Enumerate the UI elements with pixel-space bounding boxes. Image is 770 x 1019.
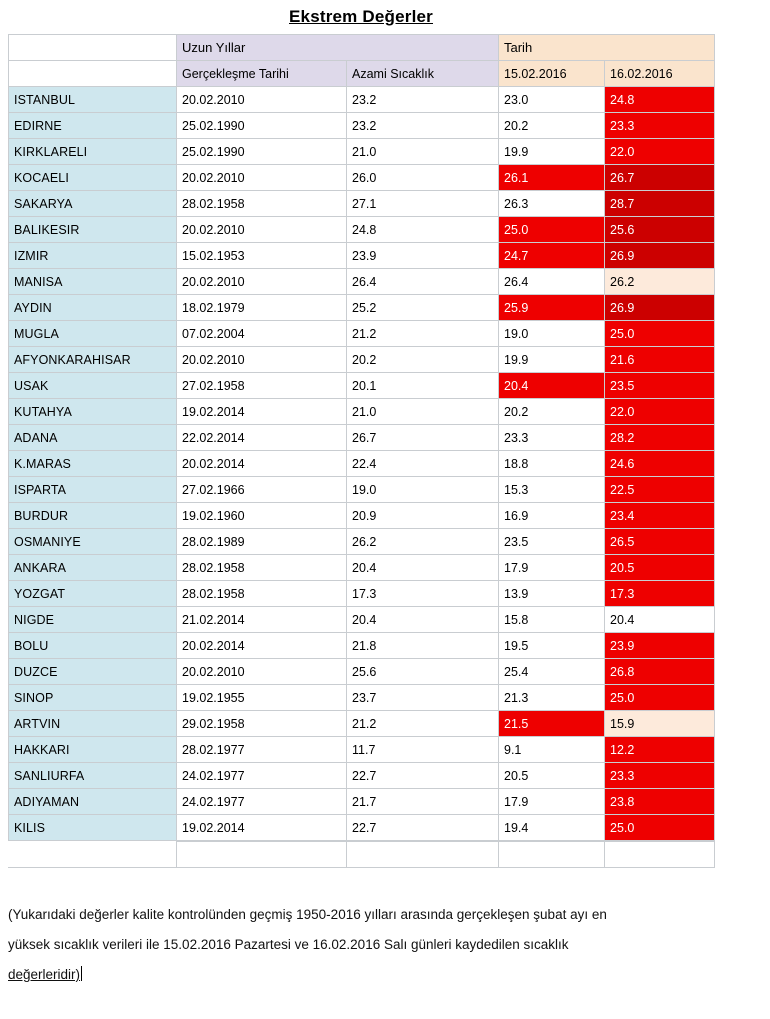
cell-max-temp: 26.0 xyxy=(347,165,499,191)
cell-temp-15-02-2016: 17.9 xyxy=(499,789,605,815)
table-body xyxy=(9,87,715,841)
cell-max-temp: 23.9 xyxy=(347,243,499,269)
cell-max-temp: 26.7 xyxy=(347,425,499,451)
table-row xyxy=(9,503,715,529)
cell-record-date: 19.02.2014 xyxy=(177,815,347,841)
cell-record-date: 07.02.2004 xyxy=(177,321,347,347)
table-row xyxy=(9,451,715,477)
cell-temp-16-02-2016: 24.6 xyxy=(605,451,715,477)
cell-temp-16-02-2016: 23.8 xyxy=(605,789,715,815)
cell-record-date: 29.02.1958 xyxy=(177,711,347,737)
cell-max-temp: 25.6 xyxy=(347,659,499,685)
cell-city: KILIS xyxy=(9,815,177,841)
cell-record-date: 28.02.1958 xyxy=(177,191,347,217)
cell-max-temp: 26.2 xyxy=(347,529,499,555)
cell-city: KOCAELI xyxy=(9,165,177,191)
page-title: Ekstrem Değerler xyxy=(289,7,433,26)
cell-max-temp: 22.7 xyxy=(347,763,499,789)
cell-max-temp: 25.2 xyxy=(347,295,499,321)
cell-city: NIGDE xyxy=(9,607,177,633)
cell-max-temp: 22.7 xyxy=(347,815,499,841)
cell-temp-16-02-2016: 23.4 xyxy=(605,503,715,529)
cell-max-temp: 21.2 xyxy=(347,711,499,737)
cell-city: USAK xyxy=(9,373,177,399)
header-group-uzun-yillar: Uzun Yıllar xyxy=(177,35,499,61)
table-row xyxy=(9,113,715,139)
cell-city: HAKKARI xyxy=(9,737,177,763)
cell-temp-15-02-2016: 23.5 xyxy=(499,529,605,555)
cell-temp-15-02-2016: 9.1 xyxy=(499,737,605,763)
tail-cell xyxy=(604,842,714,868)
cell-temp-16-02-2016: 20.5 xyxy=(605,555,715,581)
cell-max-temp: 26.4 xyxy=(347,269,499,295)
cell-temp-15-02-2016: 19.9 xyxy=(499,139,605,165)
cell-record-date: 19.02.1960 xyxy=(177,503,347,529)
table-row xyxy=(9,737,715,763)
cell-temp-16-02-2016: 22.0 xyxy=(605,139,715,165)
cell-max-temp: 20.9 xyxy=(347,503,499,529)
table-row xyxy=(9,373,715,399)
table-row xyxy=(9,139,715,165)
cell-temp-15-02-2016: 20.2 xyxy=(499,399,605,425)
cell-city: ISTANBUL xyxy=(9,87,177,113)
cell-max-temp: 21.2 xyxy=(347,321,499,347)
cell-record-date: 20.02.2014 xyxy=(177,451,347,477)
table-row xyxy=(9,165,715,191)
cell-city: ANKARA xyxy=(9,555,177,581)
cell-record-date: 28.02.1977 xyxy=(177,737,347,763)
header-date-15-02-2016: 15.02.2016 xyxy=(499,61,605,87)
cell-temp-16-02-2016: 23.5 xyxy=(605,373,715,399)
cell-temp-15-02-2016: 16.9 xyxy=(499,503,605,529)
cell-temp-16-02-2016: 24.8 xyxy=(605,87,715,113)
cell-city: MANISA xyxy=(9,269,177,295)
cell-temp-15-02-2016: 18.8 xyxy=(499,451,605,477)
column-header-row xyxy=(9,61,715,87)
header-date-16-02-2016: 16.02.2016 xyxy=(605,61,715,87)
table-row xyxy=(9,659,715,685)
footnote-line-3: değerleridir) xyxy=(8,967,81,982)
cell-temp-15-02-2016: 23.0 xyxy=(499,87,605,113)
cell-max-temp: 22.4 xyxy=(347,451,499,477)
tail-cell xyxy=(346,842,498,868)
cell-city: IZMIR xyxy=(9,243,177,269)
table-row xyxy=(9,607,715,633)
cell-max-temp: 20.4 xyxy=(347,555,499,581)
cell-city: K.MARAS xyxy=(9,451,177,477)
cell-temp-16-02-2016: 22.0 xyxy=(605,399,715,425)
cell-max-temp: 23.7 xyxy=(347,685,499,711)
cell-temp-16-02-2016: 26.9 xyxy=(605,243,715,269)
table-header xyxy=(9,35,715,87)
cell-record-date: 22.02.2014 xyxy=(177,425,347,451)
cell-record-date: 20.02.2010 xyxy=(177,347,347,373)
extremes-table xyxy=(8,34,715,841)
cell-temp-15-02-2016: 19.9 xyxy=(499,347,605,373)
cell-city: ARTVIN xyxy=(9,711,177,737)
cell-temp-16-02-2016: 26.2 xyxy=(605,269,715,295)
cell-record-date: 20.02.2010 xyxy=(177,217,347,243)
cell-city: MUGLA xyxy=(9,321,177,347)
cell-temp-16-02-2016: 26.5 xyxy=(605,529,715,555)
cell-city: EDIRNE xyxy=(9,113,177,139)
cell-city: DUZCE xyxy=(9,659,177,685)
cell-max-temp: 17.3 xyxy=(347,581,499,607)
cell-city: SANLIURFA xyxy=(9,763,177,789)
cell-record-date: 19.02.2014 xyxy=(177,399,347,425)
spreadsheet-area xyxy=(8,0,714,868)
cell-max-temp: 21.7 xyxy=(347,789,499,815)
text-cursor xyxy=(81,966,82,981)
table-tail xyxy=(8,841,715,868)
cell-max-temp: 23.2 xyxy=(347,113,499,139)
cell-city: ADANA xyxy=(9,425,177,451)
cell-record-date: 27.02.1966 xyxy=(177,477,347,503)
cell-temp-15-02-2016: 21.5 xyxy=(499,711,605,737)
tail-cell xyxy=(498,842,604,868)
cell-record-date: 15.02.1953 xyxy=(177,243,347,269)
cell-temp-16-02-2016: 15.9 xyxy=(605,711,715,737)
cell-temp-16-02-2016: 22.5 xyxy=(605,477,715,503)
cell-temp-16-02-2016: 23.3 xyxy=(605,763,715,789)
cell-temp-16-02-2016: 20.4 xyxy=(605,607,715,633)
footnote xyxy=(8,900,728,990)
cell-record-date: 25.02.1990 xyxy=(177,139,347,165)
table-row xyxy=(9,217,715,243)
table-row xyxy=(9,399,715,425)
cell-max-temp: 20.4 xyxy=(347,607,499,633)
table-row xyxy=(9,685,715,711)
table-tail-row xyxy=(8,842,714,868)
cell-city: SINOP xyxy=(9,685,177,711)
footnote-line-2: yüksek sıcaklık verileri ile 15.02.2016 Pazartesi ve 16.02.2016 Salı günleri kaydedilen sıcaklık xyxy=(8,937,569,952)
cell-temp-15-02-2016: 15.3 xyxy=(499,477,605,503)
footnote-line-1: (Yukarıdaki değerler kalite kontrolünden geçmiş 1950-2016 yılları arasında gerçekleşen şubat ayı en xyxy=(8,907,607,922)
header-blank-corner xyxy=(9,35,177,61)
cell-city: ISPARTA xyxy=(9,477,177,503)
header-azami-sicaklik: Azami Sıcaklık xyxy=(347,61,499,87)
cell-temp-16-02-2016: 21.6 xyxy=(605,347,715,373)
cell-city: AYDIN xyxy=(9,295,177,321)
cell-city: AFYONKARAHISAR xyxy=(9,347,177,373)
cell-temp-15-02-2016: 25.9 xyxy=(499,295,605,321)
cell-temp-15-02-2016: 26.4 xyxy=(499,269,605,295)
cell-max-temp: 21.8 xyxy=(347,633,499,659)
table-row xyxy=(9,87,715,113)
cell-record-date: 20.02.2010 xyxy=(177,269,347,295)
cell-record-date: 25.02.1990 xyxy=(177,113,347,139)
title-row xyxy=(8,0,714,34)
table-row xyxy=(9,633,715,659)
table-row xyxy=(9,269,715,295)
cell-temp-16-02-2016: 28.2 xyxy=(605,425,715,451)
cell-temp-16-02-2016: 25.0 xyxy=(605,321,715,347)
cell-temp-15-02-2016: 25.4 xyxy=(499,659,605,685)
cell-max-temp: 11.7 xyxy=(347,737,499,763)
table-row xyxy=(9,425,715,451)
cell-record-date: 20.02.2010 xyxy=(177,87,347,113)
cell-record-date: 28.02.1958 xyxy=(177,555,347,581)
cell-city: OSMANIYE xyxy=(9,529,177,555)
table-row xyxy=(9,789,715,815)
cell-temp-16-02-2016: 25.0 xyxy=(605,685,715,711)
cell-temp-15-02-2016: 19.4 xyxy=(499,815,605,841)
cell-city: BALIKESIR xyxy=(9,217,177,243)
cell-temp-15-02-2016: 24.7 xyxy=(499,243,605,269)
tail-cell xyxy=(176,842,346,868)
cell-temp-15-02-2016: 26.3 xyxy=(499,191,605,217)
table-row xyxy=(9,477,715,503)
cell-record-date: 20.02.2014 xyxy=(177,633,347,659)
cell-temp-16-02-2016: 26.8 xyxy=(605,659,715,685)
cell-temp-16-02-2016: 26.7 xyxy=(605,165,715,191)
header-gerceklesme-tarihi: Gerçekleşme Tarihi xyxy=(177,61,347,87)
cell-max-temp: 21.0 xyxy=(347,399,499,425)
cell-max-temp: 20.1 xyxy=(347,373,499,399)
cell-city: YOZGAT xyxy=(9,581,177,607)
table-row xyxy=(9,191,715,217)
cell-record-date: 20.02.2010 xyxy=(177,165,347,191)
table-row xyxy=(9,243,715,269)
cell-temp-15-02-2016: 17.9 xyxy=(499,555,605,581)
cell-temp-15-02-2016: 19.5 xyxy=(499,633,605,659)
cell-max-temp: 21.0 xyxy=(347,139,499,165)
cell-temp-15-02-2016: 25.0 xyxy=(499,217,605,243)
cell-temp-15-02-2016: 21.3 xyxy=(499,685,605,711)
table-row xyxy=(9,581,715,607)
cell-temp-15-02-2016: 26.1 xyxy=(499,165,605,191)
table-row xyxy=(9,555,715,581)
cell-temp-15-02-2016: 20.5 xyxy=(499,763,605,789)
cell-city: SAKARYA xyxy=(9,191,177,217)
table-row xyxy=(9,763,715,789)
cell-temp-16-02-2016: 23.3 xyxy=(605,113,715,139)
cell-record-date: 28.02.1958 xyxy=(177,581,347,607)
cell-temp-15-02-2016: 20.4 xyxy=(499,373,605,399)
cell-max-temp: 27.1 xyxy=(347,191,499,217)
table-row xyxy=(9,529,715,555)
cell-city: ADIYAMAN xyxy=(9,789,177,815)
cell-temp-15-02-2016: 13.9 xyxy=(499,581,605,607)
cell-city: BOLU xyxy=(9,633,177,659)
table-row xyxy=(9,295,715,321)
cell-record-date: 24.02.1977 xyxy=(177,789,347,815)
cell-max-temp: 19.0 xyxy=(347,477,499,503)
cell-record-date: 19.02.1955 xyxy=(177,685,347,711)
cell-temp-16-02-2016: 26.9 xyxy=(605,295,715,321)
cell-record-date: 28.02.1989 xyxy=(177,529,347,555)
cell-record-date: 27.02.1958 xyxy=(177,373,347,399)
cell-city: KIRKLARELI xyxy=(9,139,177,165)
cell-temp-15-02-2016: 23.3 xyxy=(499,425,605,451)
cell-temp-15-02-2016: 15.8 xyxy=(499,607,605,633)
group-header-row xyxy=(9,35,715,61)
cell-temp-16-02-2016: 23.9 xyxy=(605,633,715,659)
cell-record-date: 18.02.1979 xyxy=(177,295,347,321)
table-row xyxy=(9,711,715,737)
cell-temp-16-02-2016: 25.0 xyxy=(605,815,715,841)
cell-temp-15-02-2016: 20.2 xyxy=(499,113,605,139)
cell-max-temp: 20.2 xyxy=(347,347,499,373)
cell-record-date: 20.02.2010 xyxy=(177,659,347,685)
cell-record-date: 21.02.2014 xyxy=(177,607,347,633)
cell-temp-16-02-2016: 12.2 xyxy=(605,737,715,763)
table-row xyxy=(9,347,715,373)
tail-cell xyxy=(8,842,176,868)
cell-temp-16-02-2016: 17.3 xyxy=(605,581,715,607)
cell-max-temp: 23.2 xyxy=(347,87,499,113)
cell-record-date: 24.02.1977 xyxy=(177,763,347,789)
cell-max-temp: 24.8 xyxy=(347,217,499,243)
cell-city: KUTAHYA xyxy=(9,399,177,425)
table-row xyxy=(9,815,715,841)
cell-temp-16-02-2016: 25.6 xyxy=(605,217,715,243)
cell-city: BURDUR xyxy=(9,503,177,529)
table-row xyxy=(9,321,715,347)
cell-temp-16-02-2016: 28.7 xyxy=(605,191,715,217)
header-group-tarih: Tarih xyxy=(499,35,715,61)
header-city-column xyxy=(9,61,177,87)
cell-temp-15-02-2016: 19.0 xyxy=(499,321,605,347)
